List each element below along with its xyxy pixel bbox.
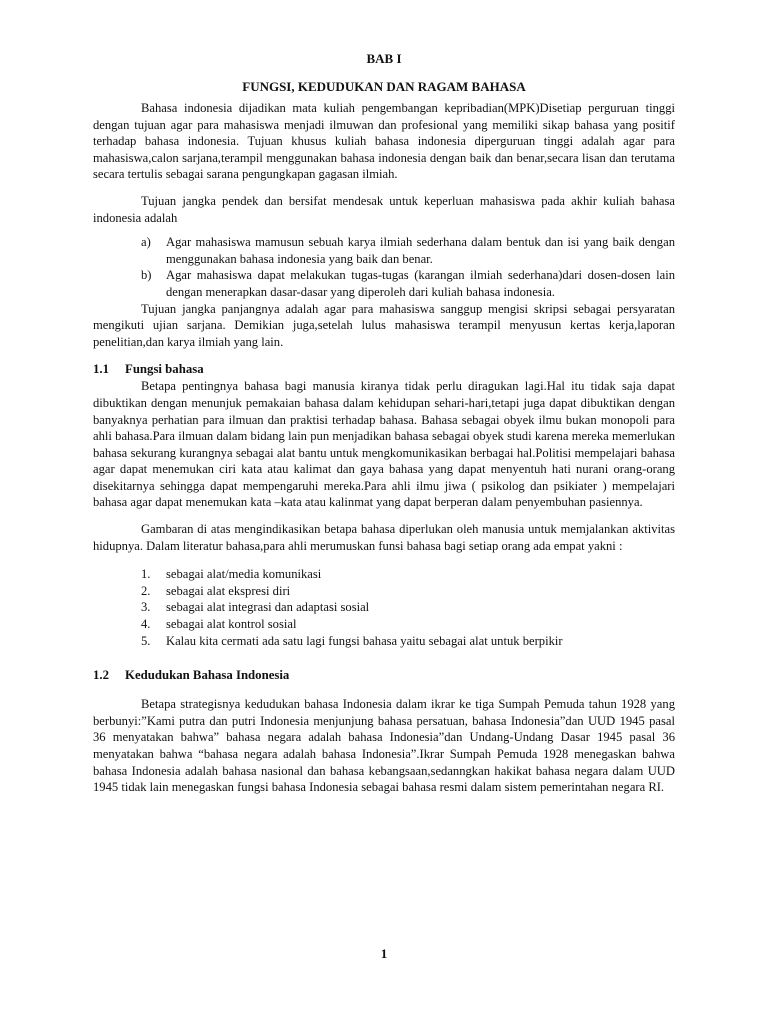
list-item [93, 583, 675, 600]
language-functions-list [93, 566, 675, 649]
list-item-text: sebagai alat kontrol sosial [166, 617, 297, 632]
list-marker: 4. [141, 617, 151, 632]
section-number: 1.2 [93, 668, 109, 683]
list-marker: 1. [141, 567, 151, 582]
section-number: 1.1 [93, 362, 109, 377]
section-1-1-paragraph-1: Betapa pentingnya bahasa bagi manusia kiranya tidak perlu diragukan lagi.Hal itu tidak saja dapat dibuktikan dengan menunjuk pemakaian bahasa dalam kehidupan sehari-hari,tetapi juga dapat dibuktikan dengan banyaknya perhatian para ilmuan dan praktisi terhadap bahasa. Bahasa sebagai obyek ilmu bukan monopoli para ahli bahasa.Para ilmuan dalam bidang lain pun menjadikan bahasa sebagai obyek studi karena mereka memerlukan bahasa sekurang kurangnya sebagai alat bantu untuk mengkomunikasikan berbagai hal.Politisi mempelajari bahasa agar dapat menemukan ciri kata atau kalimat dan gaya bahasa yang dapat menyentuh hati nurani orang-orang disekitarnya sehingga dapat mempengaruhi mereka.Para ahli ilmu jiwa ( psikolog dan psikiater ) mempelajari bahasa agar dapat menemukan kata –kata atau kalinmat yang dapat berperan dalam penyembuhan pasiennya. [93, 379, 675, 510]
document-page [93, 50, 675, 796]
section-1-1-paragraph-2: Gambaran di atas mengindikasikan betapa bahasa diperlukan oleh manusia untuk memjalankan aktivitas hidupnya. Dalam literatur bahasa,para ahli merumuskan funsi bahasa bagi setiap orang ada empat yakni : [93, 522, 675, 553]
list-item [93, 633, 675, 650]
list-item-text: Agar mahasiswa mamusun sebuah karya ilmiah sederhana dalam bentuk dan isi yang baik dengan menggunakan bahasa indonesia yang baik dan benar. [166, 235, 675, 266]
chapter-label: BAB I [366, 51, 402, 66]
section-title: Fungsi bahasa [125, 362, 204, 377]
section-1-2-paragraph-1: Betapa strategisnya kedudukan bahasa Indonesia dalam ikrar ke tiga Sumpah Pemuda tahun 1928 yang berbunyi:”Kami putra dan putri Indonesia menjunjung bahasa persatuan, bahasa Indonesia”dan UUD 1945 pasal 36 menyatakan bahwa” bahasa negara adalah bahasa Indonesia”dan Undang-Undang Dasar 1945 pasal 36 menyatakan bahwa “bahasa negara adalah bahasa Indonesia”.Ikrar Sumpah Pemuda 1928 menegaskan bahwa bahasa Indonesia adalah bahasa nasional dan bahasa kebangsaan,sedanngkan hakikat bahasa negara dalam UUD 1945 tidak lain menegaskan fungsi bahasa Indonesia sebagai bahasa resmi dalam sistem pemerintahan negara RI. [93, 697, 675, 795]
list-marker: 2. [141, 583, 151, 598]
chapter-title: FUNGSI, KEDUDUKAN DAN RAGAM BAHASA [242, 79, 526, 94]
section-heading-fungsi-bahasa [93, 361, 675, 378]
list-marker: a) [141, 235, 151, 250]
list-item [93, 267, 675, 300]
short-term-goals-list [93, 234, 675, 300]
list-item-text: Kalau kita cermati ada satu lagi fungsi bahasa yaitu sebagai alat untuk berpikir [166, 633, 563, 648]
page-number: 1 [380, 946, 388, 961]
intro-paragraph-2: Tujuan jangka pendek dan bersifat mendesak untuk keperluan mahasiswa pada akhir kuliah bahasa indonesia adalah [93, 193, 675, 225]
section-title: Kedudukan Bahasa Indonesia [125, 668, 290, 683]
list-item-text: sebagai alat integrasi dan adaptasi sosial [166, 600, 370, 615]
list-marker: 5. [141, 633, 151, 648]
list-item-text: Agar mahasiswa dapat melakukan tugas-tugas (karangan ilmiah sederhana)dari dosen-dosen lain dengan menerapkan dasar-dasar yang diperoleh dari kuliah bahasa indonesia. [166, 268, 675, 299]
list-item [93, 599, 675, 616]
list-item [93, 566, 675, 583]
list-item-text: sebagai alat ekspresi diri [166, 583, 291, 598]
section-heading-kedudukan-bahasa [93, 667, 675, 684]
intro-paragraph-3: Tujuan jangka panjangnya adalah agar para mahasiswa sanggup mengisi skripsi sebagai persyaratan mengikuti ujian sarjana. Demikian juga,setelah lulus mahasiswa terampil menyusun kertas kerja,laporan penelitian,dan karya ilmiah yang lain. [93, 301, 675, 349]
list-item [93, 616, 675, 633]
list-marker: 3. [141, 600, 151, 615]
intro-paragraph-1: Bahasa indonesia dijadikan mata kuliah pengembangan kepribadian(MPK)Disetiap perguruan tinggi dengan tujuan agar para mahasiswa menjadi ilmuwan dan profesional yang memiliki sikap bahasa yang positif terhadap bahasa indonesia. Tujuan khusus kuliah bahasa indonesia diperguruan tinggi adalah agar para mahasiswa,calon sarjana,terampil menggunakan bahasa indonesia dengan baik dan benar,secara lisan dan terutama secara tertulis sebagai sarana pengungkapan gagasan ilmiah. [93, 101, 675, 182]
list-item-text: sebagai alat/media komunikasi [166, 567, 322, 582]
list-marker: b) [141, 268, 152, 283]
list-item [93, 234, 675, 267]
